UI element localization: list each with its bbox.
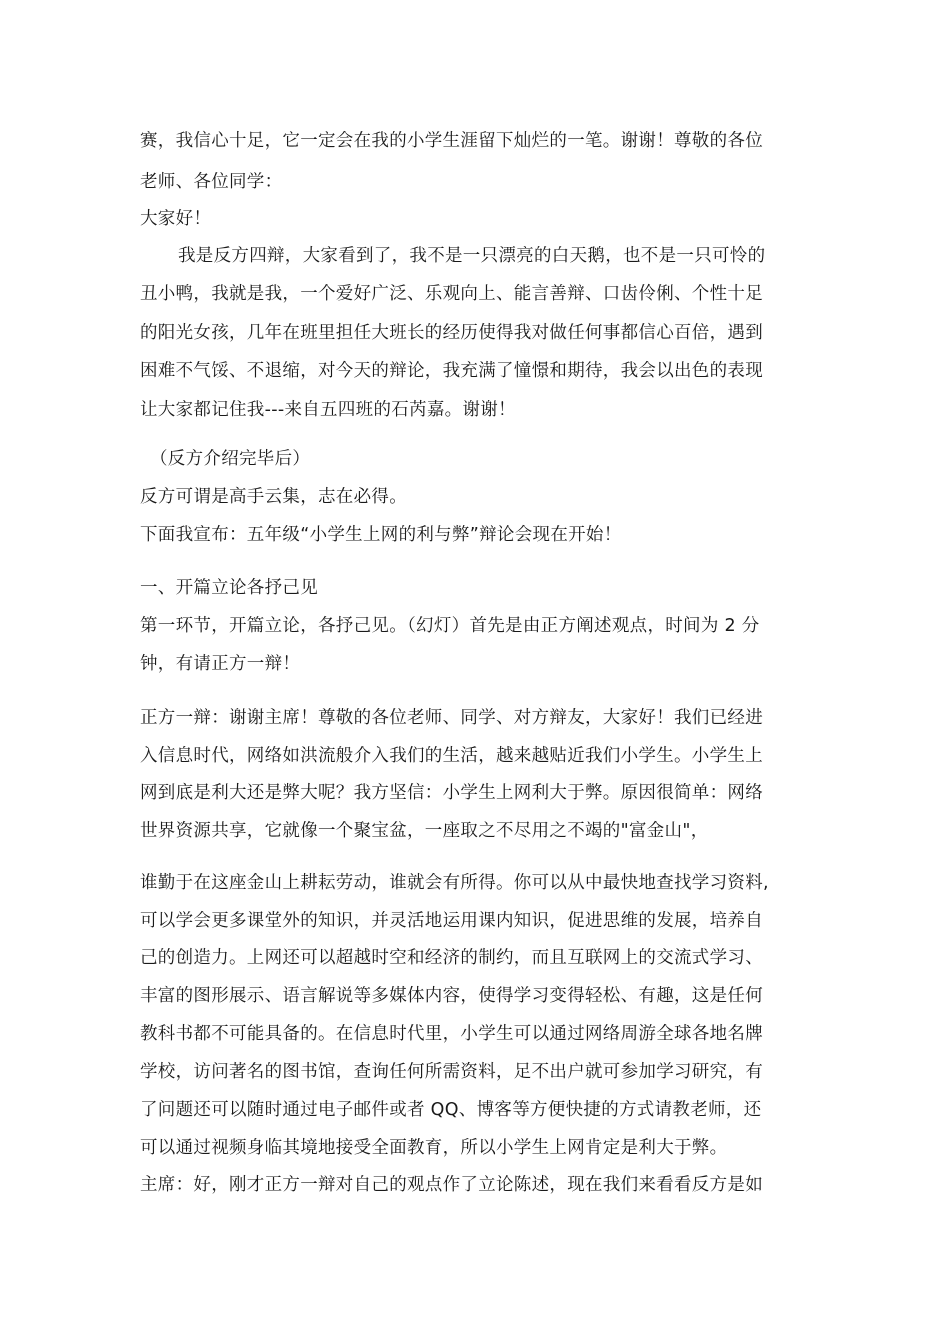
- text-line: 主席：好，刚才正方一辩对自己的观点作了立论陈述，现在我们来看看反方是如: [140, 1175, 763, 1195]
- text-line: 老师、各位同学：: [140, 172, 283, 192]
- text-line: （反方介绍完毕后）: [150, 449, 311, 469]
- text-line: 赛，我信心十足，它一定会在我的小学生涯留下灿烂的一笔。谢谢！尊敬的各位: [140, 131, 763, 151]
- text-line: 教科书都不可能具备的。在信息时代里，小学生可以通过网络周游全球各地名牌: [140, 1024, 763, 1044]
- text-line: 反方可谓是高手云集，志在必得。: [140, 487, 407, 507]
- text-line: 丰富的图形展示、语言解说等多媒体内容，使得学习变得轻松、有趣，这是任何: [140, 986, 763, 1006]
- text-line: 困难不气馁、不退缩，对今天的辩论，我充满了憧憬和期待，我会以出色的表现: [140, 361, 763, 381]
- section-heading: 一、开篇立论各抒己见: [140, 578, 318, 598]
- text-line: 可以通过视频身临其境地接受全面教育，所以小学生上网肯定是利大于弊。: [140, 1138, 728, 1158]
- text-line: 下面我宣布：五年级“小学生上网的利与弊”辩论会现在开始！: [140, 525, 622, 545]
- text-line: 丑小鸭，我就是我，一个爱好广泛、乐观向上、能言善辩、口齿伶俐、个性十足: [140, 284, 763, 304]
- text-line: 第一环节，开篇立论，各抒己见。（幻灯）首先是由正方阐述观点，时间为 2 分: [140, 616, 760, 636]
- text-line: 己的创造力。上网还可以超越时空和经济的制约，而且互联网上的交流式学习、: [140, 948, 763, 968]
- text-line: 我是反方四辩，大家看到了，我不是一只漂亮的白天鹅，也不是一只可怜的: [178, 246, 766, 266]
- text-line: 世界资源共享，它就像一个聚宝盆，一座取之不尽用之不竭的"富金山"，: [140, 821, 709, 841]
- text-line: 了问题还可以随时通过电子邮件或者 QQ、博客等方便快捷的方式请教老师，还: [140, 1100, 762, 1120]
- text-line: 正方一辩：谢谢主席！尊敬的各位老师、同学、对方辩友，大家好！我们已经进: [140, 708, 763, 728]
- text-line: 的阳光女孩，几年在班里担任大班长的经历使得我对做任何事都信心百倍，遇到: [140, 323, 763, 343]
- text-line: 可以学会更多课堂外的知识，并灵活地运用课内知识，促进思维的发展，培养自: [140, 911, 763, 931]
- text-line: 网到底是利大还是弊大呢？我方坚信：小学生上网利大于弊。原因很简单：网络: [140, 783, 763, 803]
- text-line: 大家好！: [140, 209, 212, 229]
- text-line: 让大家都记住我---来自五四班的石芮嘉。谢谢！: [140, 400, 516, 420]
- text-line: 入信息时代，网络如洪流般介入我们的生活，越来越贴近我们小学生。小学生上: [140, 746, 763, 766]
- text-line: 钟，有请正方一辩！: [140, 654, 301, 674]
- text-line: 学校，访问著名的图书馆，查询任何所需资料，足不出户就可参加学习研究，有: [140, 1062, 763, 1082]
- text-line: 谁勤于在这座金山上耕耘劳动，谁就会有所得。你可以从中最快地查找学习资料,: [140, 873, 769, 893]
